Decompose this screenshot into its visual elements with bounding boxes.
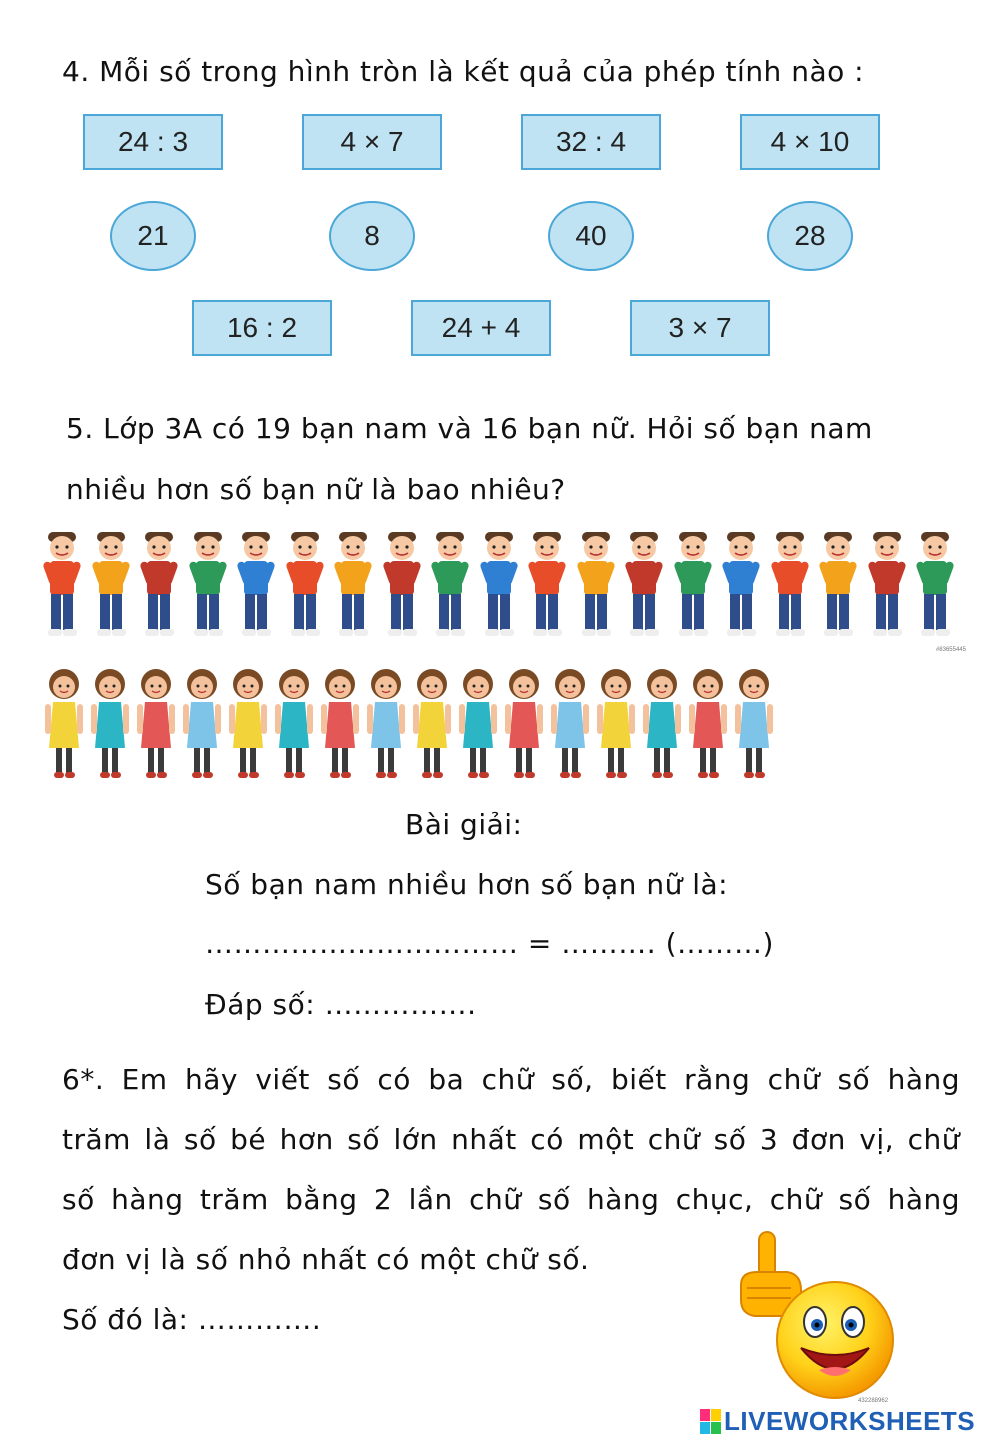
q4-title: 4. Mỗi số trong hình tròn là kết quả của phép tính nào : — [62, 55, 865, 88]
expression-box[interactable]: 16 : 2 — [192, 300, 332, 356]
girl-figure — [136, 664, 176, 786]
q6-text-line4: đơn vị là số nhỏ nhất có một chữ số. — [62, 1243, 590, 1276]
solution-statement: Số bạn nam nhiều hơn số bạn nữ là: — [205, 868, 729, 901]
girl-figure — [366, 664, 406, 786]
expression-box[interactable]: 24 + 4 — [411, 300, 551, 356]
q5-text-line1: 5. Lớp 3A có 19 bạn nam và 16 bạn nữ. Hỏi số bạn nam — [66, 412, 873, 445]
girl-figure — [90, 664, 130, 786]
girl-figure — [550, 664, 590, 786]
girl-figure — [642, 664, 682, 786]
q6-text-line2: trăm là số bé hơn số lớn nhất có một chữ số 3 đơn vị, chữ — [62, 1123, 960, 1156]
q6-answer-blank[interactable]: Số đó là: …………. — [62, 1303, 322, 1336]
girl-figure — [688, 664, 728, 786]
q6-text-line1: 6*. Em hãy viết số có ba chữ số, biết rằng chữ số hàng — [62, 1063, 960, 1096]
expression-box[interactable]: 4 × 10 — [740, 114, 880, 170]
boys-image-code: #83655445 — [935, 647, 966, 653]
boy-figure — [380, 528, 424, 644]
boy-figure — [913, 528, 957, 644]
expression-box[interactable]: 3 × 7 — [630, 300, 770, 356]
girl-figure — [320, 664, 360, 786]
liveworksheets-icon — [700, 1409, 722, 1435]
boy-figure — [186, 528, 230, 644]
result-circle[interactable]: 8 — [329, 201, 415, 271]
boy-figure — [865, 528, 909, 644]
result-circle[interactable]: 21 — [110, 201, 196, 271]
girl-figure — [504, 664, 544, 786]
smiley-emoji-icon — [735, 1230, 905, 1410]
boy-figure — [525, 528, 569, 644]
boy-figure — [477, 528, 521, 644]
liveworksheets-wordmark: LIVEWORKSHEETS — [724, 1406, 976, 1436]
girls-illustration — [44, 664, 804, 784]
boy-figure — [671, 528, 715, 644]
answer-blank[interactable]: Đáp số: ……………. — [205, 988, 477, 1021]
boy-figure — [283, 528, 327, 644]
girl-figure — [182, 664, 222, 786]
result-circle[interactable]: 28 — [767, 201, 853, 271]
girl-figure — [734, 664, 774, 786]
girl-figure — [44, 664, 84, 786]
girl-figure — [412, 664, 452, 786]
expression-box[interactable]: 24 : 3 — [83, 114, 223, 170]
boy-figure — [89, 528, 133, 644]
liveworksheets-logo[interactable] — [700, 1406, 975, 1437]
girl-figure — [596, 664, 636, 786]
boy-figure — [719, 528, 763, 644]
boy-figure — [234, 528, 278, 644]
girl-figure — [228, 664, 268, 786]
girl-figure — [274, 664, 314, 786]
boy-figure — [331, 528, 375, 644]
boy-figure — [574, 528, 618, 644]
result-circle[interactable]: 40 — [548, 201, 634, 271]
boy-figure — [768, 528, 812, 644]
q6-text-line3: số hàng trăm bằng 2 lần chữ số hàng chục, chữ số hàng — [62, 1183, 960, 1216]
q5-text-line2: nhiều hơn số bạn nữ là bao nhiêu? — [66, 473, 566, 506]
calculation-blank[interactable]: …………………………… = ………. (………) — [205, 927, 774, 960]
expression-box[interactable]: 32 : 4 — [521, 114, 661, 170]
boy-figure — [40, 528, 84, 644]
boys-illustration — [40, 528, 972, 653]
girl-figure — [458, 664, 498, 786]
expression-box[interactable]: 4 × 7 — [302, 114, 442, 170]
boy-figure — [622, 528, 666, 644]
boy-figure — [428, 528, 472, 644]
boy-figure — [816, 528, 860, 644]
solution-heading: Bài giải: — [405, 808, 523, 841]
boy-figure — [137, 528, 181, 644]
emoji-image-code: 432288962 — [858, 1398, 889, 1404]
